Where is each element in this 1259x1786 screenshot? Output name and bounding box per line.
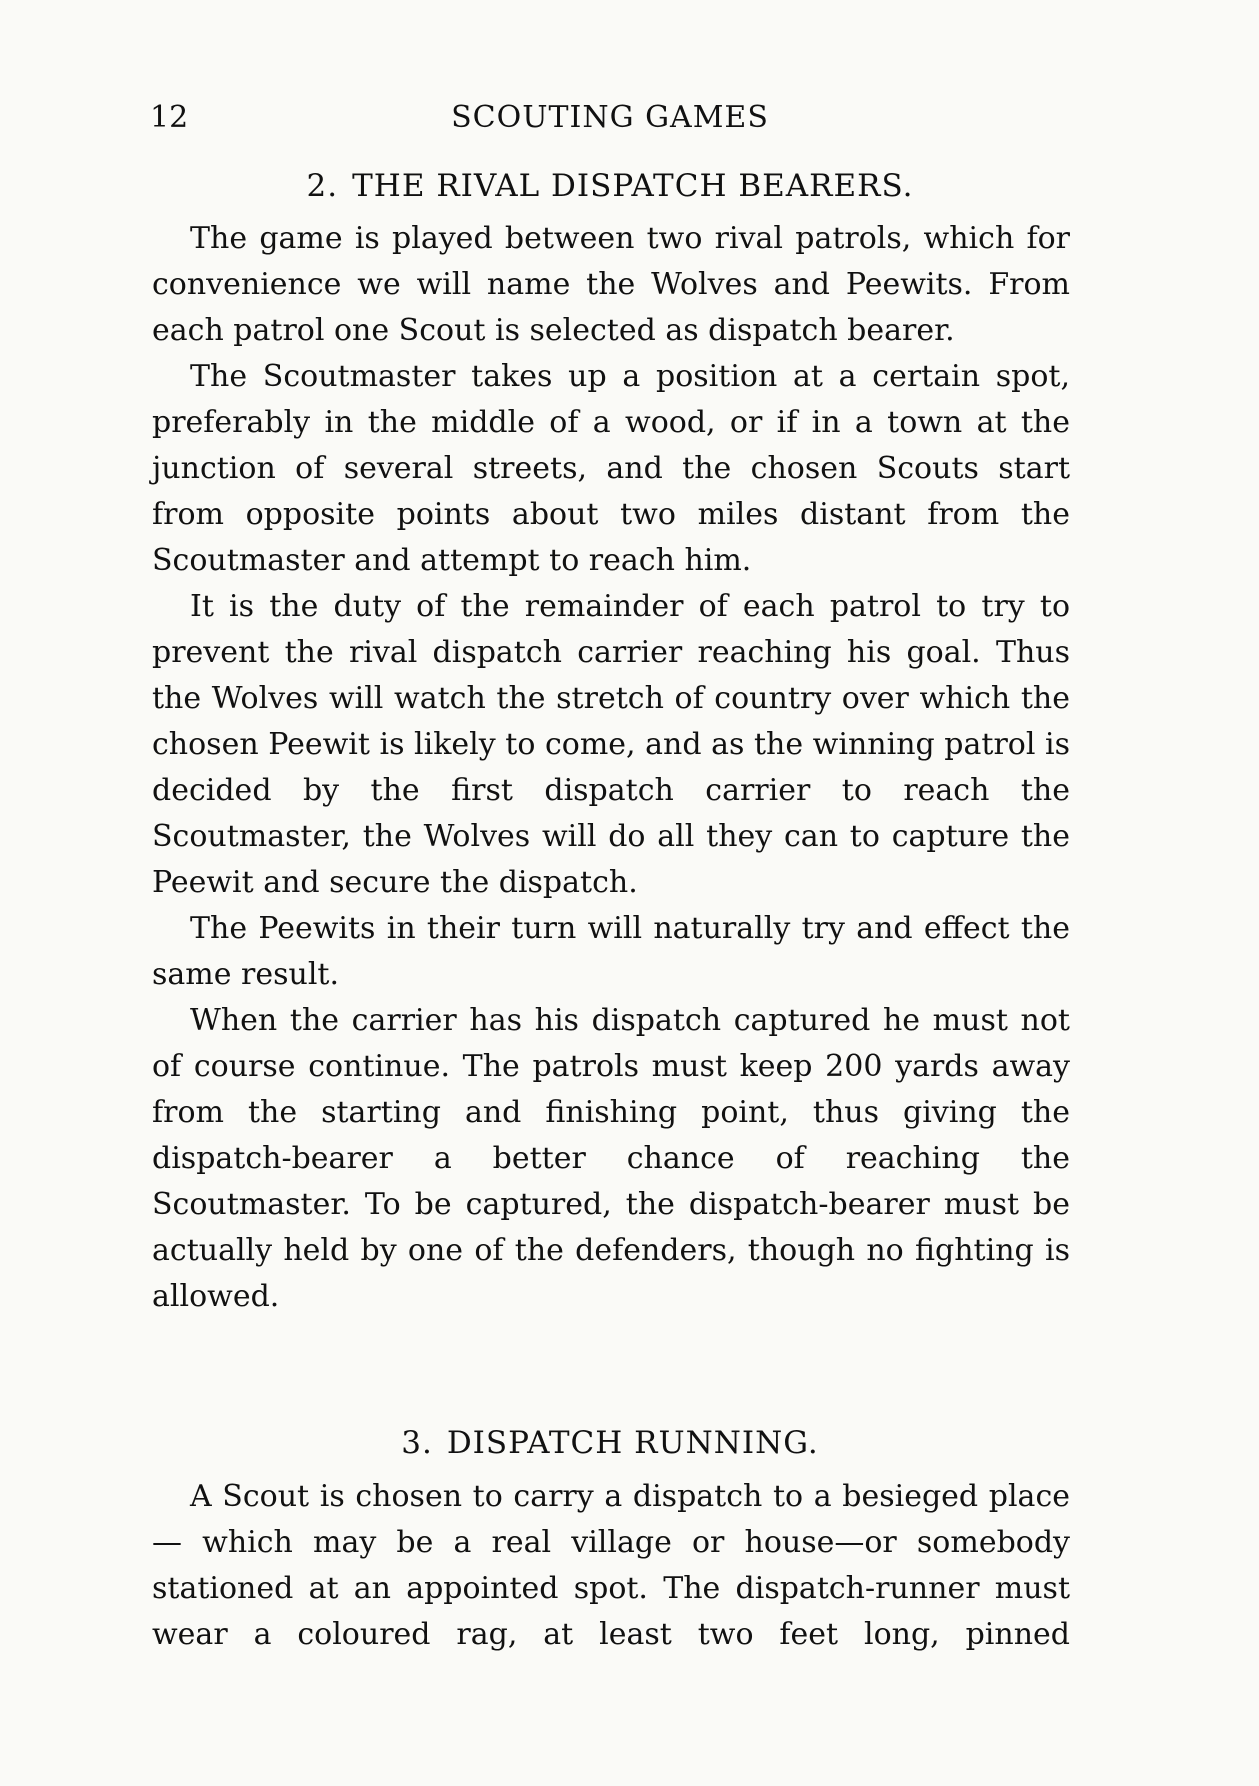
page-number: 12: [150, 100, 189, 135]
section-2-number: 2.: [306, 168, 339, 204]
paragraph: The game is played between two rival patrols, which for convenience we will name the Wolves and Peewits. From each patrol one Scout is selected as dispatch bearer.: [152, 221, 1070, 348]
paragraph: A Scout is chosen to carry a dispatch to a besieged place— which may be a real village or house—or somebody stationed at an appointed spot. The dispatch-runner must wear a coloured rag, at least two feet long, pinned: [152, 1479, 1070, 1652]
section-2-title: THE RIVAL DISPATCH BEARERS.: [352, 168, 914, 204]
paragraph: When the carrier has his dispatch captured he must not of course continue. The patrols must keep 200 yards away from the starting and finishing point, thus giving the dispatch-bearer a better chance of reaching the Scoutmaster. To be captured, the dispatch-bearer must be actually held by one of the defenders, though no fighting is allowed.: [152, 1003, 1070, 1314]
section-2-body: [152, 216, 1070, 1320]
paragraph: The Peewits in their turn will naturally try and effect the same result.: [152, 911, 1070, 992]
section-3-body: [152, 1474, 1070, 1658]
paragraph: The Scoutmaster takes up a position at a certain spot, preferably in the middle of a wood, or if in a town at the junction of several streets, and the chosen Scouts start from opposite points about two miles distant from the Scoutmaster and attempt to reach him.: [152, 359, 1070, 578]
section-3-number: 3.: [401, 1425, 433, 1461]
running-title: SCOUTING GAMES: [451, 100, 769, 135]
section-3-heading: [150, 1425, 1070, 1461]
section-3-title: DISPATCH RUNNING.: [446, 1425, 819, 1461]
section-2-heading: [150, 168, 1070, 204]
paragraph: It is the duty of the remainder of each patrol to try to prevent the rival dispatch carrier reaching his goal. Thus the Wolves will watch the stretch of country over which the chosen Peewit is likely to come, and as the winning patrol is decided by the first dispatch carrier to reach the Scoutmaster, the Wolves will do all they can to capture the Peewit and secure the dispatch.: [152, 589, 1070, 900]
running-head: [150, 100, 1070, 150]
